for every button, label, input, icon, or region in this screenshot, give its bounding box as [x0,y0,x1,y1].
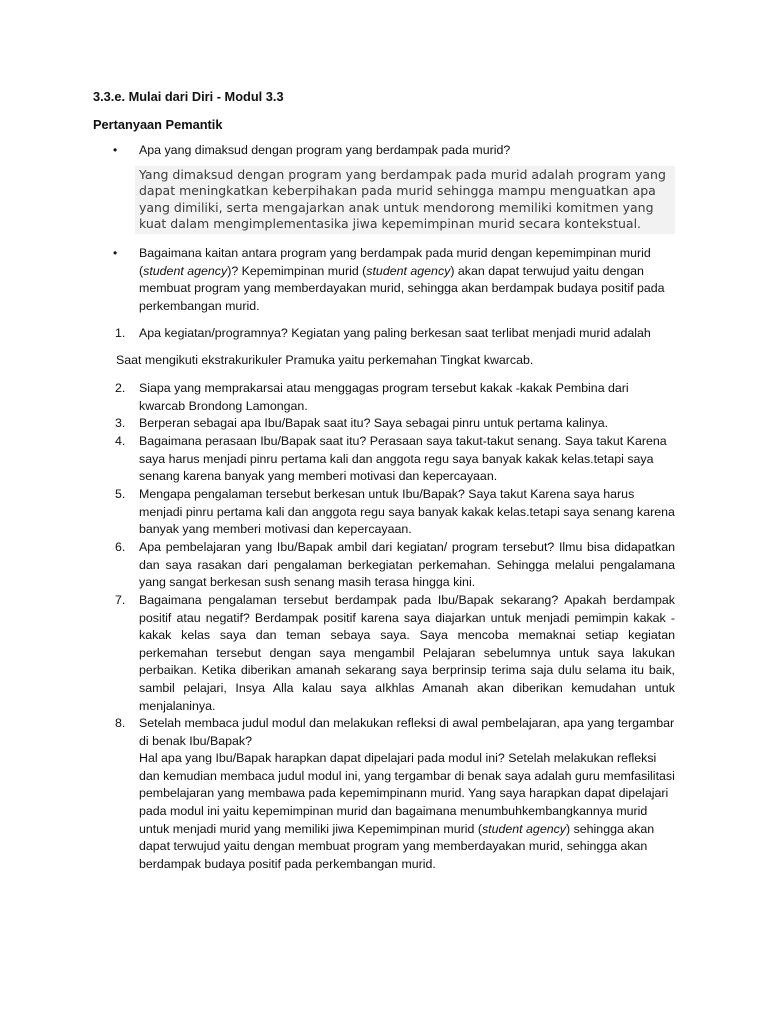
bullet-glyph: • [113,143,118,157]
item-text: Bagaimana perasaan Ibu/Bapak saat itu? Perasaan saya takut-takut senang. Saya takut Karena saya harus menjadi pinru pertama kali dan anggota regu saya banyak kakak kelas.tetapi saya senang karena banyak yang memberi motivasi dan kepercayaan. [139,434,667,484]
item-text: Bagaimana pengalaman tersebut berdampak pada Ibu/Bapak sekarang? Apakah berdampak positif atau negatif? Berdampak positif karena saya diajarkan untuk menjadi pemimpin kakak -kakak kelas saya dan teman sebaya saya. Saya mencoba memaknai setiap kegiatan perkemahan tersebut dengan saya mengambil Pelajaran sebelumnya untuk saya lakukan perbaikan. Ketika diberikan amanah sekarang saya berprinsip terima saja dulu selama itu baik, sambil pelajari, Insya Alla kalau saya aIkhlas Amanah akan diberikan kemudahan untuk menjalaninya. [139,593,675,713]
numbered-item-6 [93,539,675,592]
item-number: 1. [115,326,126,340]
bullet-question-1 [93,142,683,160]
emphasis-text: student agency [143,263,228,278]
item-text: Berperan sebagai apa Ibu/Bapak saat itu? Saya sebagai pinru untuk pertama kalinya. [139,416,609,430]
numbered-item-5 [93,486,675,539]
numbered-item-4 [93,433,675,486]
item-number: 5. [115,487,126,501]
item-question: Setelah membaca judul modul dan melakukan refleksi di awal pembelajaran, apa yang tergambar di benak Ibu/Bapak? [139,716,675,748]
numbered-item-8 [93,715,675,873]
numbered-item-3 [93,415,675,433]
numbered-item-2 [93,380,675,415]
bullet-question-2 [93,245,683,315]
emphasis-text: student agency [481,821,566,836]
item-1-answer: Saat mengikuti ekstrakurikuler Pramuka yaitu perkemahan Tingkat kwarcab. [116,353,534,367]
section-heading: Pertanyaan Pemantik [93,117,223,132]
item-number: 2. [115,381,126,395]
item-text: Apa pembelajaran yang Ibu/Bapak ambil dari kegiatan/ program tersebut? Ilmu bisa didapatkan dan saya rasakan dari pengalaman berkegiatan perkemahan. Sehingga melalui pengalamana yang sangat berkesan sush senang masih terasa hingga kini. [139,540,675,590]
item-number: 8. [115,716,126,730]
numbered-item-1 [93,325,675,343]
item-number: 7. [115,593,126,607]
item-8-answer: Hal apa yang Ibu/Bapak harapkan dapat dipelajari pada modul ini? Setelah melakukan refleksi dan kemudian membaca judul modul ini, yang tergambar di benak saya adalah guru memfasilitasi pembelajaran yang membawa pada kepemimpinann murid. Yang saya harapkan dapat dipelajari pada modul ini yaitu kepemimpinan murid dan bagaimana menumbuhkembangkannya murid untuk menjadi murid yang memiliki jiwa Kepemimpinan murid (student agency) sehingga akan dapat terwujud yaitu dengan membuat program yang memberdayakan murid, sehingga akan berdampak budaya positif pada perkembangan murid. [139,751,675,871]
bullet-glyph: • [113,246,118,260]
emphasis-text: student agency [366,263,451,278]
item-text: Apa kegiatan/programnya? Kegiatan yang paling berkesan saat terlibat menjadi murid adalah [139,326,651,340]
item-text: Siapa yang memprakarsai atau menggagas program tersebut kakak -kakak Pembina dari kwarcab Brondong Lamongan. [139,381,629,413]
highlighted-answer: Yang dimaksud dengan program yang berdampak pada murid adalah program yang dapat meningkatkan keberpihakan pada murid sehingga mampu menguatkan apa yang dimiliki, serta mengajarkan anak untuk mendorong memiliki komitmen yang kuat dalam mengimplementasika jiwa kepemimpinan murid secara kontekstual. [135,166,675,234]
bullet-question-text: Bagaimana kaitan antara program yang berdampak pada murid dengan kepemimpinan murid (student agency)? Kepemimpinan murid (student agency) akan dapat terwujud yaitu dengan membuat program yang memberdayakan murid, sehingga akan berdampak budaya positif pada perkembangan murid. [139,246,665,313]
document-title: 3.3.e. Mulai dari Diri - Modul 3.3 [93,89,284,104]
numbered-item-7 [93,592,675,715]
item-number: 6. [115,540,126,554]
item-number: 3. [115,416,126,430]
item-text: Mengapa pengalaman tersebut berkesan untuk Ibu/Bapak? Saya takut Karena saya harus menjadi pinru pertama kali dan anggota regu saya banyak kakak kelas.tetapi saya senang karena banyak yang memberi motivasi dan kepercayaan. [139,487,675,537]
item-number: 4. [115,434,126,448]
bullet-question-text: Apa yang dimaksud dengan program yang berdampak pada murid? [139,143,511,157]
item-text [139,715,675,873]
